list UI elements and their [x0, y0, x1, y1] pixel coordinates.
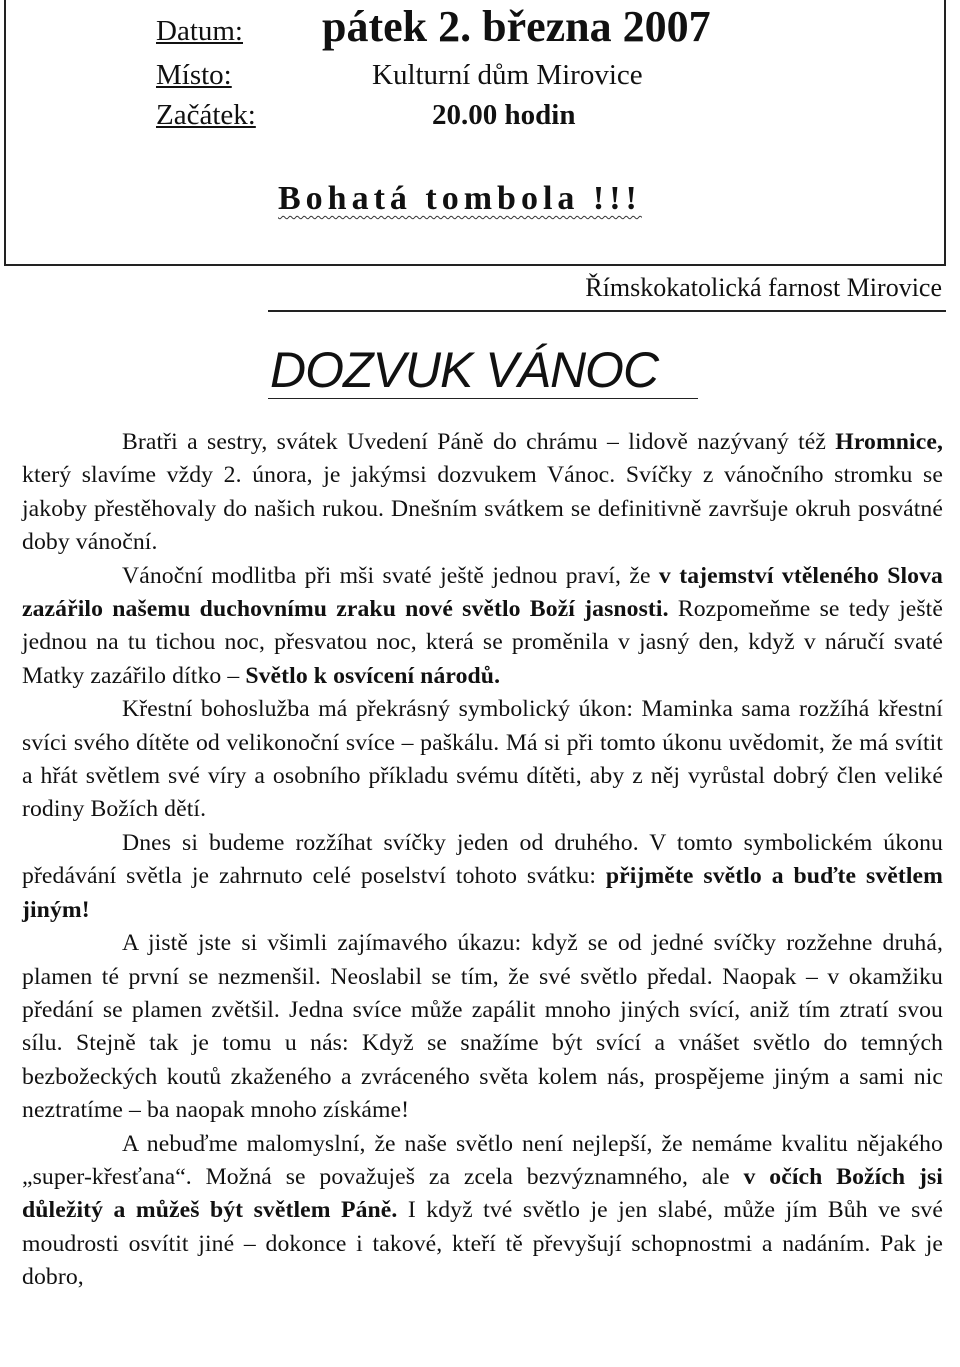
- place-row: [156, 58, 643, 92]
- date-row: [156, 2, 711, 51]
- header-divider: [268, 310, 946, 312]
- date-value: pátek 2. března 2007: [322, 2, 711, 51]
- parish-name: Římskokatolická farnost Mirovice: [585, 273, 942, 302]
- start-value: 20.00 hodin: [432, 99, 576, 131]
- paragraph-2: Vánoční modlitba při mši svaté ještě jednou praví, že v tajemství vtěleného Slova zazářilo našemu duchovnímu zraku nové světlo Boží jasnosti. Rozpomeňme se tedy ještě jednou na tu tichou noc, přesvatou noc, která se proměnila v jasný den, když v náručí svaté Matky zazářilo dítko – Světlo k osvícení národů.: [22, 562, 943, 689]
- paragraph-1: Bratři a sestry, svátek Uvedení Páně do chrámu – lidově nazývaný též Hromnice, který slavíme vždy 2. února, je jakýmsi dozvukem Vánoc. Svíčky z vánočního stromku se jakoby přestěhovaly do našich rukou. Dnešním svátkem se definitivně završuje okruh posvátné doby vánoční.: [22, 429, 943, 556]
- tombola-announcement: Bohatá tombola !!!: [278, 180, 642, 217]
- start-row: [156, 98, 576, 132]
- place-value: Kulturní dům Mirovice: [372, 59, 643, 91]
- start-label: Začátek:: [156, 99, 256, 131]
- title-underline: [268, 398, 698, 399]
- date-label: Datum:: [156, 15, 243, 47]
- article-body: [22, 426, 943, 1295]
- paragraph-6: A nebuďme malomyslní, že naše světlo není nejlepší, že nemáme kvalitu nějakého „super-křesťana“. Možná se považuješ za zcela bezvýznamného, ale v očích Božích jsi důležitý a můžeš být světlem Páně. I když tvé světlo je jen slabé, může jím Bůh ve své moudrosti osvítit jiné – dokonce i takové, kteří tě převyšují schopnostmi a nadáním. Pak je dobro,: [22, 1130, 943, 1291]
- paragraph-4: Dnes si budeme rozžíhat svíčky jeden od druhého. V tomto symbolickém úkonu předávání světla je zahrnuto celé poselství tohoto svátku: přijměte světlo a buďte světlem jiným!: [22, 829, 943, 923]
- paragraph-5: A jistě jste si všimli zajímavého úkazu: když se od jedné svíčky rozžehne druhá, plamen té první se nezmenšil. Neoslabil se tím, že své světlo předal. Naopak – v okamžiku předání se plamen zvětšil. Jedna svíce může zapálit mnoho jiných svící, aniž tím ztratí svou sílu. Stejně tak je tomu u nás: Když se snažíme být svící a vnášet světlo do temných bezbožeckých koutů zkaženého a zvráceného světa kolem nás, prospějeme jiným a sami nic neztratíme – ba naopak mnoho získáme!: [22, 930, 943, 1124]
- place-label: Místo:: [156, 59, 232, 91]
- paragraph-3: Křestní bohoslužba má překrásný symbolický úkon: Maminka sama rozžíhá křestní svíci svého dítěte od velikonoční svíce – paškálu. Má si při tomto úkonu uvědomit, že má svítit a hřát světlem své víry a osobního příkladu svému dítěti, aby z něj vyrůstal dobrý člen veliké rodiny Božích dětí.: [22, 696, 943, 823]
- event-info-box: [4, 0, 946, 266]
- page-title: DOZVUK VÁNOC: [270, 342, 659, 398]
